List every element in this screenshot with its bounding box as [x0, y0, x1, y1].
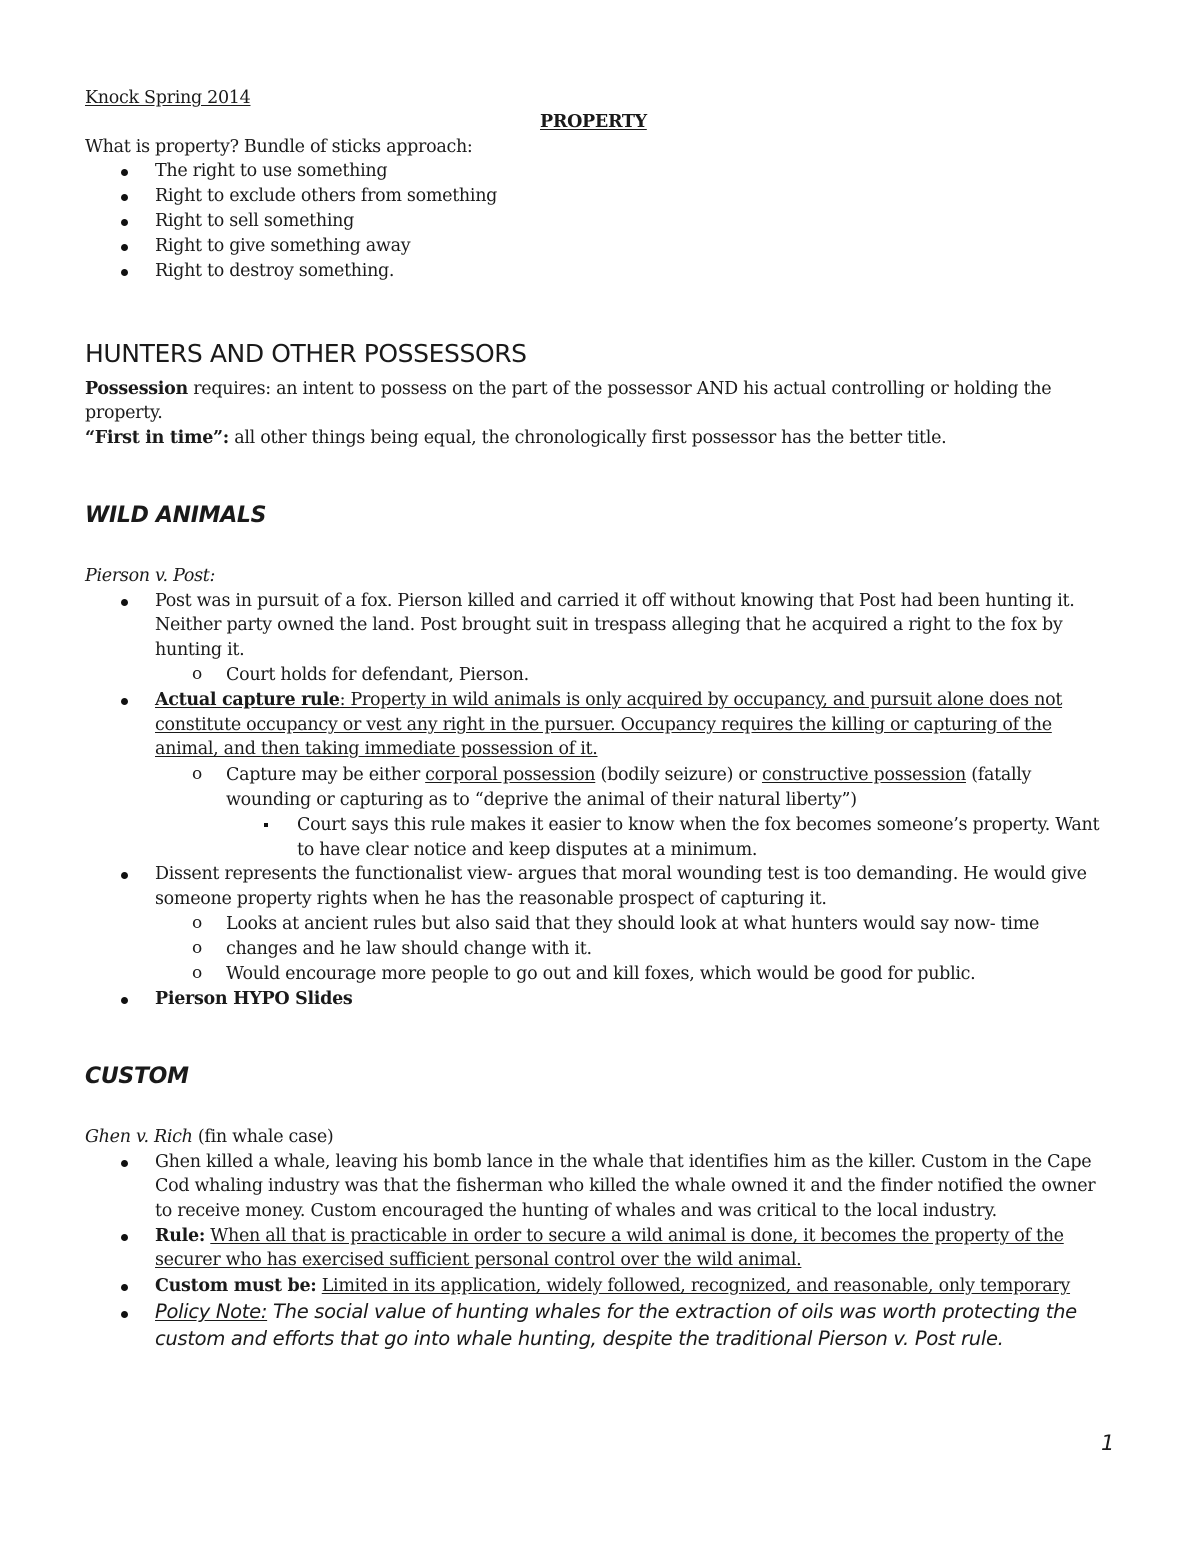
rule-text: When all that is practicable in order to secure a wild animal is done, it becomes the property of the [210, 1226, 1064, 1246]
custom-must-be-line [155, 1276, 1070, 1296]
circle-bullet-icon: o [192, 764, 203, 784]
text-run: Capture may be either [226, 765, 426, 785]
bullet-icon [121, 219, 128, 226]
circle-bullet-icon: o [192, 938, 203, 958]
section-heading-wild-animals: WILD ANIMALS [85, 503, 267, 528]
paragraph-line: hunting it. [155, 640, 245, 660]
text-run: (bodily seizure) or [595, 765, 762, 785]
possession-text: requires: an intent to possess on the part of the possessor AND his actual controlling or holding the [187, 379, 1052, 399]
bullet-icon [121, 169, 128, 176]
case-note: (fin whale case) [192, 1127, 334, 1147]
case-name-italic: Ghen v. Rich [85, 1127, 193, 1147]
page-number: 1 [1101, 1431, 1115, 1455]
policy-note-term: Policy Note: [155, 1300, 268, 1323]
paragraph-line: Looks at ancient rules but also said that they should look at what hunters would say now- time [226, 914, 1040, 934]
author-term-label: Knock Spring 2014 [85, 88, 251, 108]
bullet-icon [121, 698, 128, 705]
case-name-pierson: Pierson v. Post: [85, 566, 216, 586]
first-in-time-text: all other things being equal, the chronologically first possessor has the better title. [228, 428, 947, 448]
bullet-icon [121, 997, 128, 1004]
paragraph-line: Post was in pursuit of a fox. Pierson killed and carried it off without knowing that Post had been hunting it. [155, 591, 1075, 611]
circle-bullet-icon: o [192, 664, 203, 684]
bullet-icon [121, 269, 128, 276]
paragraph-line: Cod whaling industry was that the fisherman who killed the whale owned it and the finder notified the owner [155, 1176, 1096, 1196]
circle-bullet-icon: o [192, 963, 203, 983]
custom-must-be-text: Limited in its application, widely followed, recognized, and reasonable, only temporary [321, 1276, 1071, 1296]
paragraph-line: to receive money. Custom encouraged the hunting of whales and was critical to the local industry. [155, 1201, 997, 1221]
text-run: (fatally [965, 765, 1032, 785]
bullet-icon [121, 194, 128, 201]
hypo-slides-label: Pierson HYPO Slides [155, 989, 353, 1009]
paragraph-line: Neither party owned the land. Post brought suit in trespass alleging that he acquired a right to the fox by [155, 615, 1063, 635]
rule-term: Rule: [155, 1226, 206, 1246]
bullet-icon [121, 1160, 128, 1167]
paragraph-line: custom and efforts that go into whale hunting, despite the traditional Pierson v. Post rule. [155, 1327, 1004, 1350]
capture-rule-line [155, 690, 1062, 710]
first-in-time-definition [85, 428, 946, 448]
paragraph-line: Court says this rule makes it easier to know when the fox becomes someone’s property. Want [297, 815, 1100, 835]
bullet-icon [121, 244, 128, 251]
paragraph-line: Court holds for defendant, Pierson. [226, 665, 529, 685]
bullet-icon [121, 872, 128, 879]
custom-must-be-term: Custom must be: [155, 1276, 317, 1296]
case-name-ghen [85, 1127, 333, 1147]
paragraph-line: animal, and then taking immediate possession of it. [155, 739, 598, 759]
paragraph-line: changes and he law should change with it. [226, 939, 592, 959]
list-item: Right to sell something [155, 211, 355, 231]
paragraph-line: someone property rights when he has the reasonable prospect of capturing it. [155, 889, 827, 909]
square-bullet-icon [264, 823, 268, 827]
list-item: Right to destroy something. [155, 261, 395, 281]
paragraph-line: constitute occupancy or vest any right in the pursuer. Occupancy requires the killing or capturing of the [155, 715, 1052, 735]
paragraph-line: securer who has exercised sufficient personal control over the wild animal. [155, 1250, 802, 1270]
document-title: PROPERTY [540, 112, 647, 132]
paragraph-line: wounding or capturing as to “deprive the animal of their natural liberty”) [226, 790, 857, 810]
capture-rule-text: : Property in wild animals is only acquired by occupancy, and pursuit alone does not [339, 690, 1063, 710]
possession-term: Possession [85, 379, 188, 399]
policy-note-line [155, 1300, 1077, 1323]
paragraph-line: Ghen killed a whale, leaving his bomb lance in the whale that identifies him as the killer. Custom in the Cape [155, 1152, 1092, 1172]
intro-question: What is property? Bundle of sticks approach: [85, 137, 473, 157]
list-item: Right to exclude others from something [155, 186, 498, 206]
paragraph-line: to have clear notice and keep disputes at a minimum. [297, 840, 758, 860]
first-in-time-term: “First in time”: [85, 428, 229, 448]
circle-bullet-icon: o [192, 913, 203, 933]
section-heading-hunters: HUNTERS AND OTHER POSSESSORS [85, 339, 527, 368]
constructive-possession-term: constructive possession [761, 765, 966, 785]
rule-line [155, 1226, 1064, 1246]
capture-types-line [226, 765, 1031, 785]
corporal-possession-term: corporal possession [425, 765, 596, 785]
bullet-icon [121, 1234, 128, 1241]
bullet-icon [121, 1311, 128, 1318]
possession-text-cont: property. [85, 403, 163, 423]
bullet-icon [121, 1284, 128, 1291]
section-heading-custom: CUSTOM [85, 1064, 189, 1089]
list-item: The right to use something [155, 161, 388, 181]
paragraph-line: Dissent represents the functionalist view- argues that moral wounding test is too demanding. He would give [155, 864, 1087, 884]
policy-note-text: The social value of hunting whales for the extraction of oils was worth protecting the [267, 1300, 1077, 1323]
capture-rule-term: Actual capture rule [155, 690, 340, 710]
paragraph-line: Would encourage more people to go out and kill foxes, which would be good for public. [226, 964, 976, 984]
bullet-icon [121, 599, 128, 606]
possession-definition [85, 379, 1051, 399]
list-item: Right to give something away [155, 236, 411, 256]
